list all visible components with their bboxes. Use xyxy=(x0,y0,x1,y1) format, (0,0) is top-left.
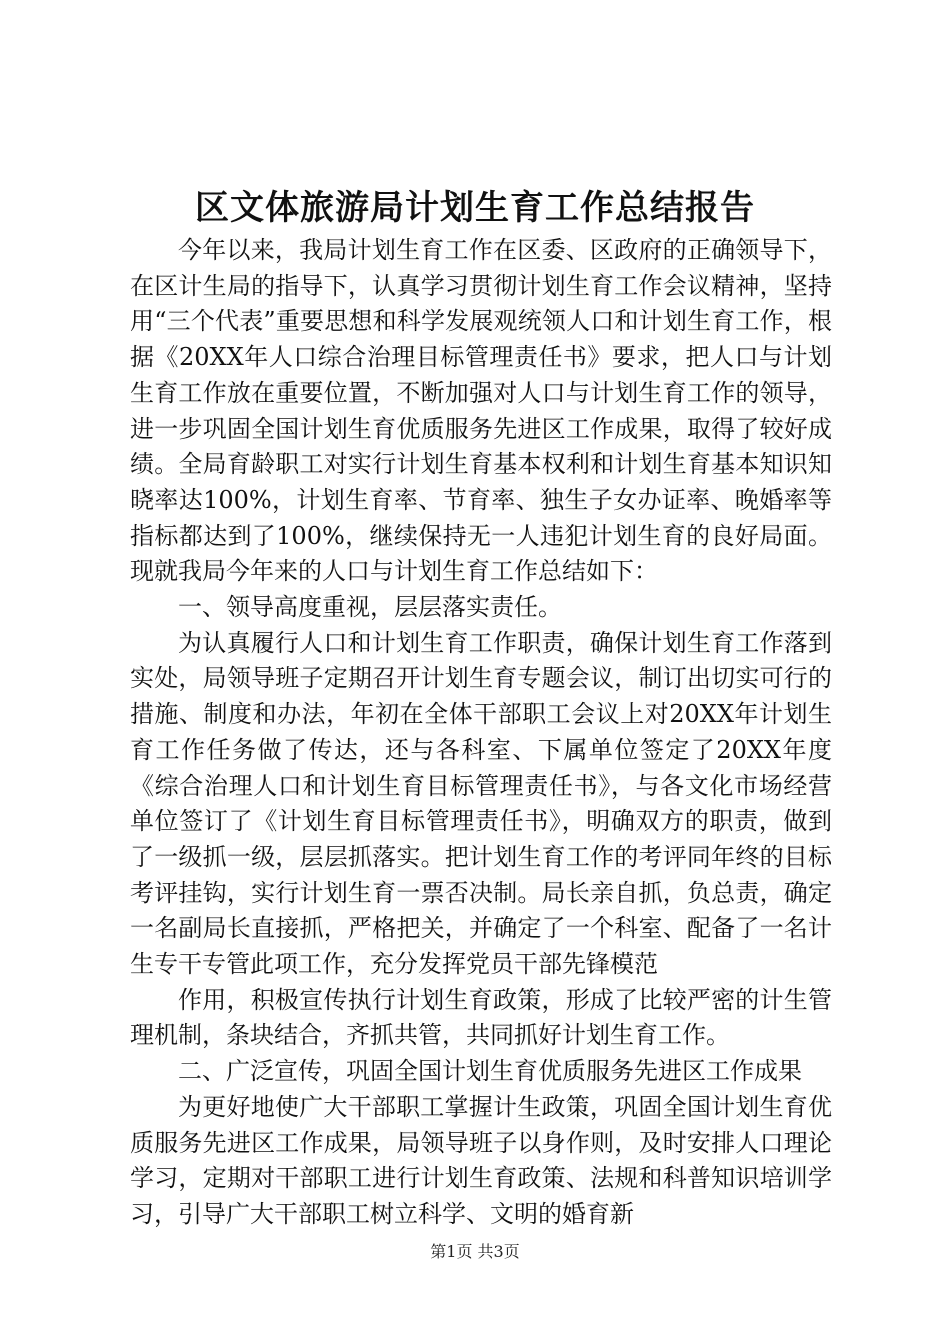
document-body xyxy=(130,233,832,1233)
paragraph-section-2: 为更好地使广大干部职工掌握计生政策，巩固全国计划生育优质服务先进区工作成果，局领导班子以身作则，及时安排人口理论学习，定期对干部职工进行计划生育政策、法规和科普知识培训学习，引导广大干部职工树立科学、文明的婚育新 xyxy=(130,1092,832,1228)
paragraph-section-1-cont: 作用，积极宣传执行计划生育政策，形成了比较严密的计生管理机制，条块结合，齐抓共管，共同抓好计划生育工作。 xyxy=(130,985,832,1050)
paragraph-section-1: 为认真履行人口和计划生育工作职责，确保计划生育工作落到实处，局领导班子定期召开计划生育专题会议，制订出切实可行的措施、制度和办法，年初在全体干部职工会议上对20XX年计划生育工作任务做了传达，还与各科室、下属单位签定了20XX年度《综合治理人口和计划生育目标管理责任书》，与各文化市场经营单位签订了《计划生育目标管理责任书》，明确双方的职责，做到了一级抓一级，层层抓落实。把计划生育工作的考评同年终的目标考评挂钩，实行计划生育一票否决制。局长亲自抓，负总责，确定一名副局长直接抓，严格把关，并确定了一个科室、配备了一名计生专干专管此项工作，充分发挥党员干部先锋模范 xyxy=(130,628,832,979)
page-footer: 第1页 共3页 xyxy=(430,1242,520,1261)
section-heading-2: 二、广泛宣传，巩固全国计划生育优质服务先进区工作成果 xyxy=(178,1057,802,1086)
paragraph-intro: 今年以来，我局计划生育工作在区委、区政府的正确领导下，在区计生局的指导下，认真学习贯彻计划生育工作会议精神，坚持用“三个代表”重要思想和科学发展观统领人口和计划生育工作，根据《20XX年人口综合治理目标管理责任书》要求，把人口与计划生育工作放在重要位置，不断加强对人口与计划生育工作的领导，进一步巩固全国计划生育优质服务先进区工作成果，取得了较好成绩。全局育龄职工对实行计划生育基本权利和计划生育基本知识知晓率达100%，计划生育率、节育率、独生子女办证率、晚婚率等指标都达到了100%，继续保持无一人违犯计划生育的良好局面。现就我局今年来的人口与计划生育工作总结如下： xyxy=(130,236,832,586)
section-heading-1: 一、领导高度重视，层层落实责任。 xyxy=(178,593,562,622)
document-title: 区文体旅游局计划生育工作总结报告 xyxy=(195,188,755,228)
